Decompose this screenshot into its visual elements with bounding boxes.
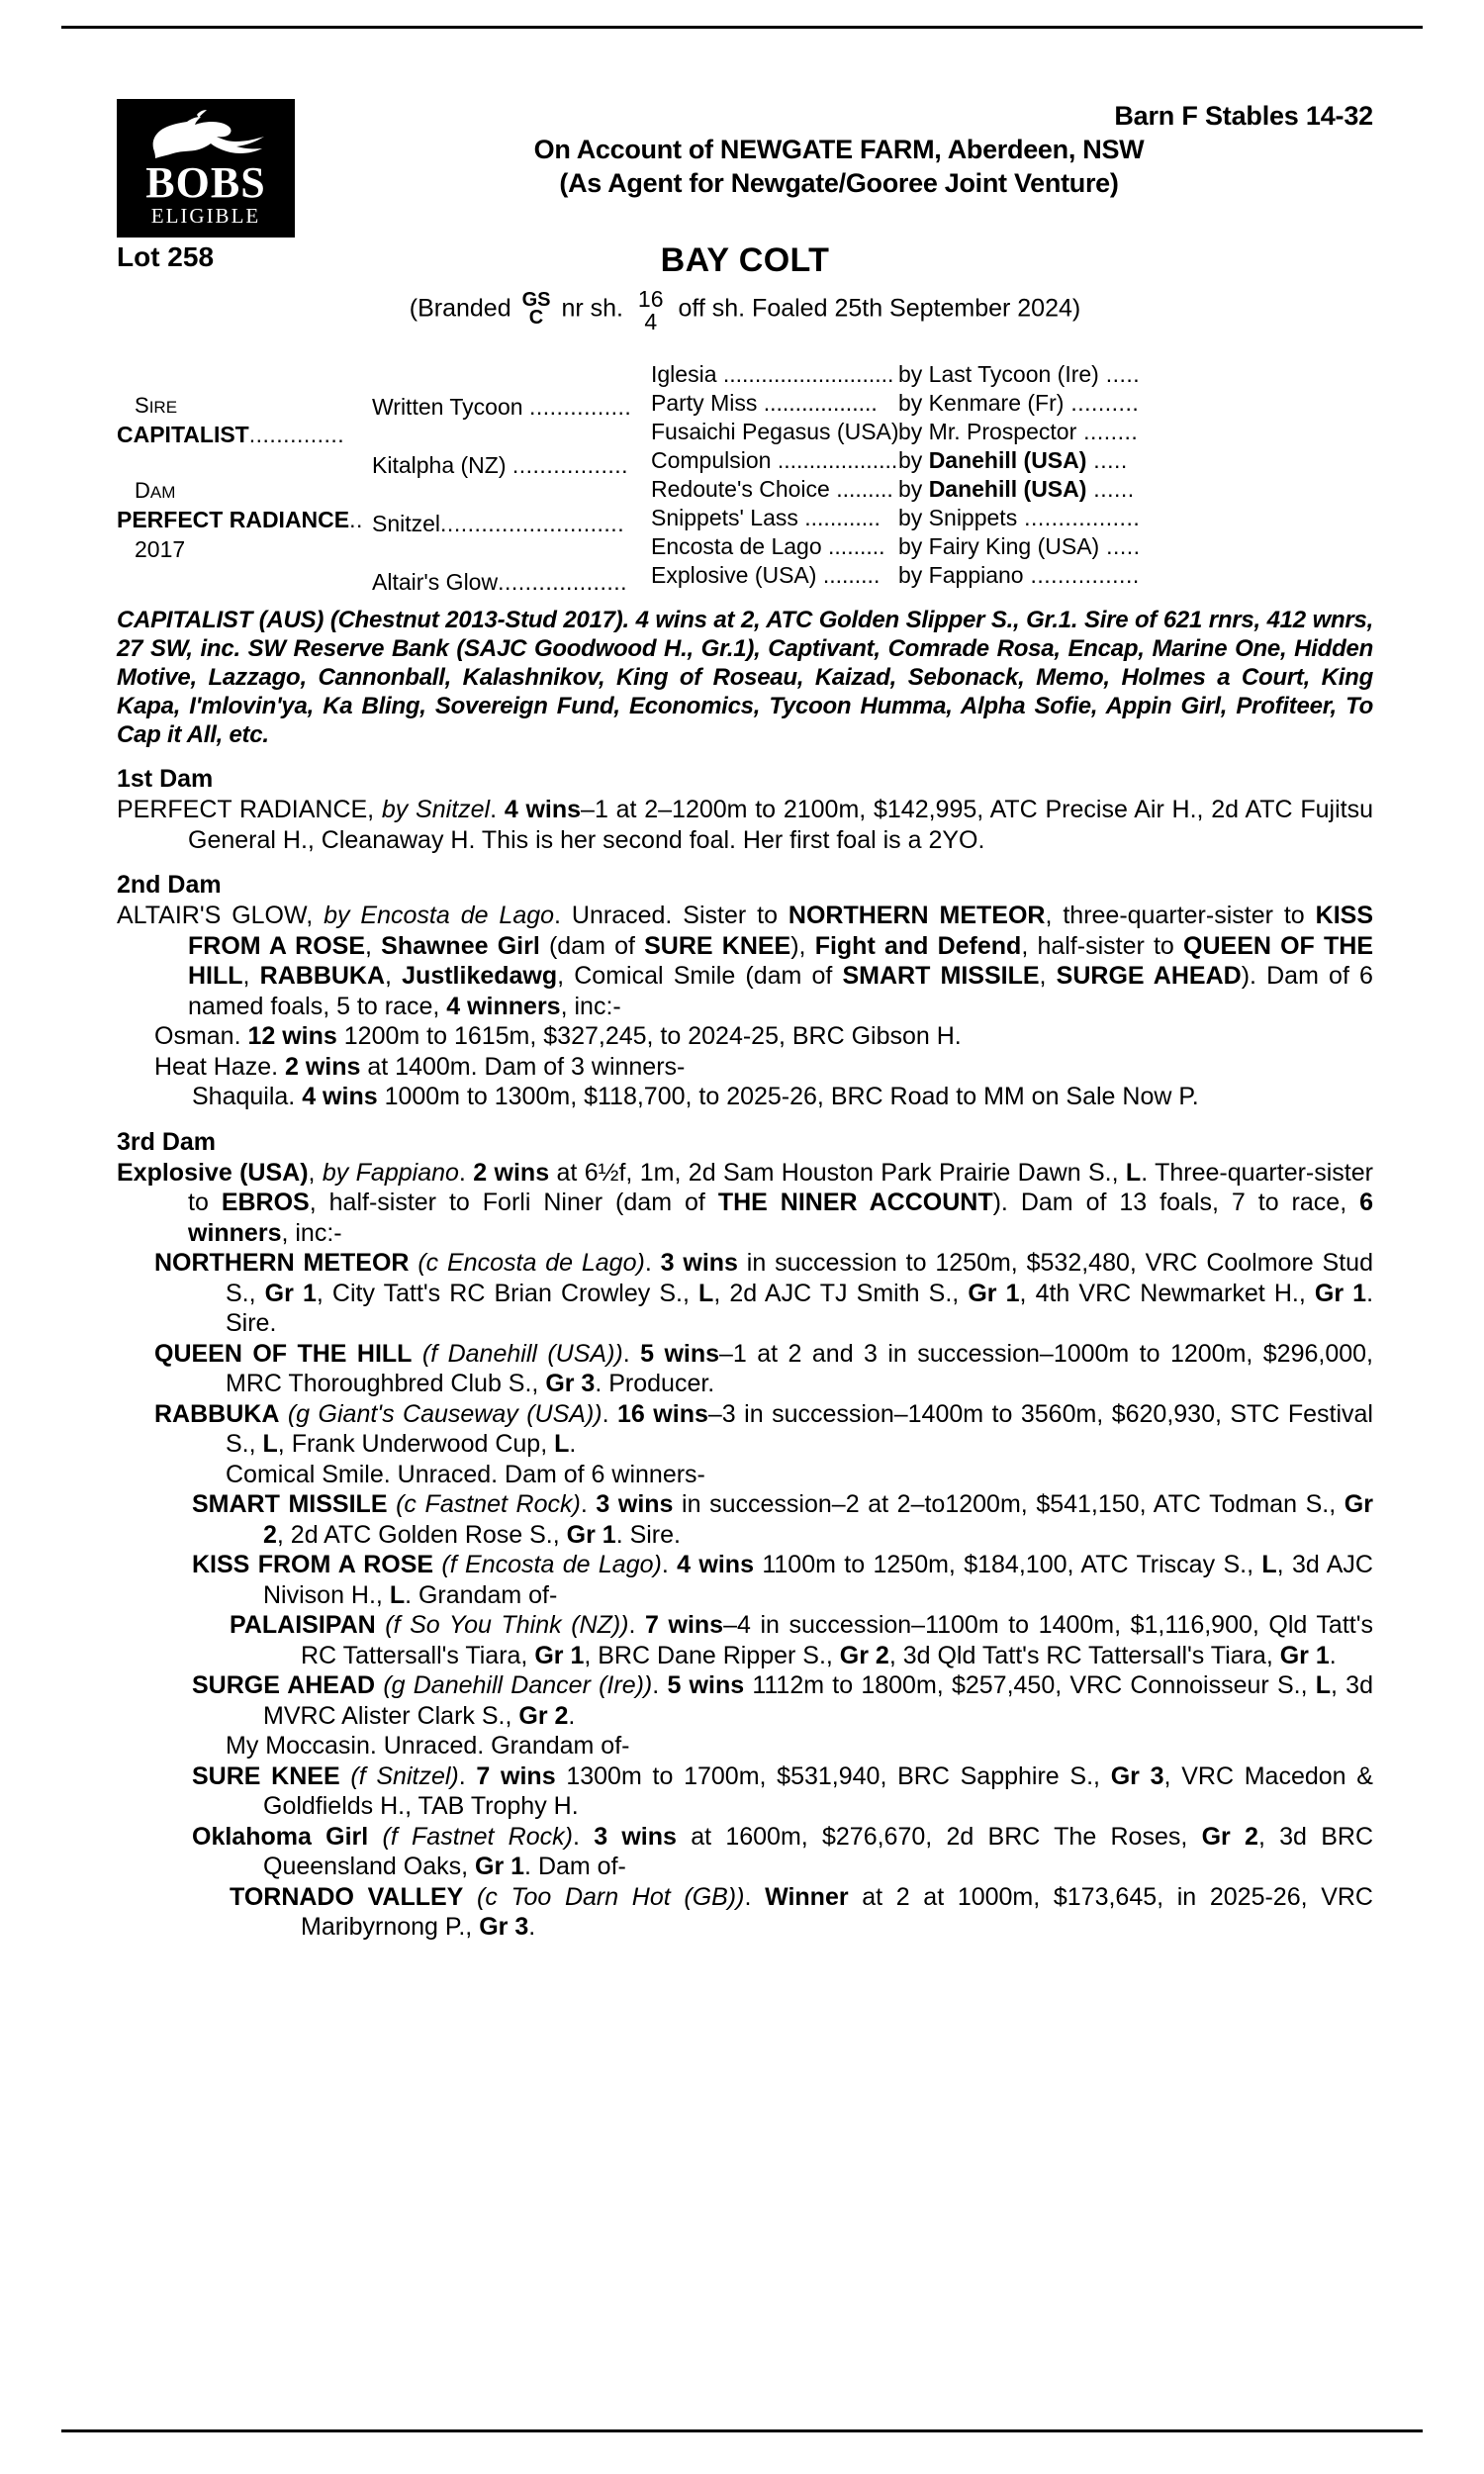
- gen3-sire-1: by Kenmare (Fr) ..........: [898, 390, 1140, 416]
- gen2-dots-3: ...................: [498, 569, 628, 595]
- dam-heading-1: 2nd Dam: [117, 871, 222, 899]
- gen2-row-2: [372, 495, 637, 553]
- near-brand-bottom: C: [528, 307, 544, 329]
- gen3-sire-6: by Fairy King (USA) .....: [898, 533, 1141, 559]
- dam-entry-2-0: Explosive (USA), by Fappiano. 2 wins at 6½f, 1m, 2d Sam Houston Park Prairie Dawn S., L. Three-quarter-sister to EBROS, half-sister to Forli Niner (dam of THE NINER ACCOUNT). Dam of 13 foals, 7 to race, 6 winners, inc:-: [117, 1158, 1374, 1247]
- gen3-sire-dots-0: .....: [1098, 361, 1141, 387]
- gen3-sire-2: by Mr. Prospector ........: [898, 419, 1139, 444]
- dam-entry-2-8: SURGE AHEAD (g Danehill Dancer (Ire)). 5 wins 1112m to 1800m, $257,450, VRC Connoisseur S., L, 3d MVRC Alister Clark S., Gr 2.: [192, 1671, 1373, 1730]
- pedigree-col-parents: [117, 360, 364, 564]
- dam-entry-2-4: Comical Smile. Unraced. Dam of 6 winners-: [226, 1460, 705, 1488]
- gen3-row-2: [651, 418, 1373, 446]
- gen3-sire-dots-5: .................: [1017, 505, 1141, 530]
- pedigree-col-grandparents: [372, 360, 637, 612]
- gen3-name-2: Fusaichi Pegasus (USA): [651, 419, 899, 444]
- dam-entry-2-11: Oklahoma Girl (f Fastnet Rock). 3 wins at 1600m, $276,670, 2d BRC The Roses, Gr 2, 3d BRC Queensland Oaks, Gr 1. Dam of-: [192, 1822, 1374, 1880]
- gen3-sire-4: by Danehill (USA) ......: [898, 476, 1135, 502]
- gen2-row-1: [372, 436, 637, 495]
- dam-heading-0: 1st Dam: [117, 765, 214, 793]
- sire-statistics-paragraph: CAPITALIST (AUS) (Chestnut 2013-Stud 2017). 4 wins at 2, ATC Golden Slipper S., Gr.1. Sire of 621 rnrs, 412 wnrs, 27 SW, inc. SW Reserve Bank (SAJC Goodwood H., Gr.1), Captivant, Comrade Rosa, Encap, Marine One, Hidden Motive, Lazzago, Cannonball, Kalashnikov, King of Roseau, Kaizad, Sebonack, Memo, Holmes a Court, King Kapa, I'mlovin'ya, Ka Bling, Sovereign Fund, Economics, Tycoon Humma, Alpha Sofie, Appin Girl, Profiteer, To Cap it All, etc.: [117, 607, 1373, 748]
- gen3-sire-dots-2: ........: [1076, 419, 1139, 444]
- sire-dots: ..............: [248, 422, 345, 447]
- sire-name-row: [117, 420, 364, 449]
- dam-entry-2-5: SMART MISSILE (c Fastnet Rock). 3 wins in succession–2 at 2–to1200m, $541,150, ATC Todman S., Gr 2, 2d ATC Golden Rose S., Gr 1. Sire.: [192, 1490, 1373, 1549]
- dam-entry-2-10: SURE KNEE (f Snitzel). 7 wins 1300m to 1700m, $531,940, BRC Sapphire S., Gr 3, VRC Macedon & Goldfields H., TAB Trophy H.: [192, 1761, 1373, 1820]
- dam-entry-2-12: TORNADO VALLEY (c Too Darn Hot (GB)). Winner at 2 at 1000m, $173,645, in 2025-26, VRC Maribyrnong P., Gr 3.: [230, 1882, 1373, 1941]
- off-shoulder-brand: [638, 288, 664, 333]
- gen3-sire-7: by Fappiano ................: [898, 562, 1140, 588]
- page-header: [117, 91, 1373, 238]
- dam-label: DAM: [135, 478, 176, 503]
- dam-year: 2017: [135, 536, 186, 562]
- gen2-name-3: Altair's Glow: [372, 569, 499, 595]
- gen3-sire-dots-7: ................: [1023, 562, 1140, 588]
- gen2-dots-0: ...............: [528, 394, 632, 420]
- account-of-label: On Account of NEWGATE FARM, Aberdeen, NSW: [533, 135, 1145, 164]
- gen3-name-0: Iglesia ...........................: [651, 361, 894, 387]
- gen3-sire-dots-4: ......: [1086, 476, 1135, 502]
- gen3-row-4: [651, 475, 1373, 504]
- dam-dots: ..: [349, 507, 363, 532]
- dam-entry-0-0: PERFECT RADIANCE, by Snitzel. 4 wins–1 at 2–1200m to 2100m, $142,995, ATC Precise Air H., 2d ATC Fujitsu General H., Cleanaway H. This is her second foal. Her first foal is a 2YO.: [117, 796, 1373, 854]
- sire-label: SIRE: [135, 393, 178, 418]
- dam-entry-1-2: Heat Haze. 2 wins at 1400m. Dam of 3 winners-: [154, 1052, 686, 1081]
- bobs-eligible-logo: [117, 99, 295, 238]
- dam-sections: [117, 765, 1373, 1943]
- gen3-row-5: [651, 504, 1373, 532]
- gen3-row-0: [651, 360, 1373, 389]
- off-shoulder-label: off sh. Foaled 25th September 2024): [678, 294, 1081, 323]
- page-top-rule: [61, 26, 1423, 29]
- sire-name: CAPITALIST: [117, 422, 249, 447]
- gen3-sire-dots-6: .....: [1099, 533, 1141, 559]
- gen3-sire-3: by Danehill (USA) .....: [898, 447, 1128, 473]
- barn-stables-label: Barn F Stables 14-32: [1114, 101, 1373, 131]
- lot-number: Lot 258: [117, 241, 215, 272]
- gen2-name-0: Written Tycoon: [372, 394, 523, 420]
- dam-entry-1-0: ALTAIR'S GLOW, by Encosta de Lago. Unraced. Sister to NORTHERN METEOR, three-quarter-sister to KISS FROM A ROSE, Shawnee Girl (dam of SURE KNEE), Fight and Defend, half-sister to QUEEN OF THE HILL, RABBUKA, Justlikedawg, Comical Smile (dam of SMART MISSILE, SURGE AHEAD). Dam of 6 named foals, 5 to race, 4 winners, inc:-: [117, 902, 1373, 1020]
- page-content: [117, 91, 1373, 1943]
- gen3-sire-dots-1: ..........: [1064, 390, 1140, 416]
- near-shoulder-label: nr sh.: [561, 294, 623, 323]
- bobs-eligible-label: ELIGIBLE: [150, 204, 261, 228]
- dam-entry-2-1: NORTHERN METEOR (c Encosta de Lago). 3 wins in succession to 1250m, $532,480, VRC Coolmore Stud S., Gr 1, City Tatt's RC Brian Crowley S., L, 2d AJC TJ Smith S., Gr 1, 4th VRC Newmarket H., Gr 1. Sire.: [154, 1249, 1374, 1337]
- gen3-sire-5: by Snippets .................: [898, 505, 1141, 530]
- gen3-row-3: [651, 446, 1373, 475]
- gen2-row-3: [372, 553, 637, 612]
- gen2-dots-1: .................: [511, 452, 629, 478]
- dam-name: PERFECT RADIANCE: [117, 507, 350, 532]
- gen2-row-0: [372, 378, 637, 436]
- gen3-sire-0: by Last Tycoon (Ire) .....: [898, 361, 1141, 387]
- gen3-name-5: Snippets' Lass ............: [651, 505, 881, 530]
- colour-and-sex: BAY COLT: [660, 241, 830, 279]
- dam-entry-1-1: Osman. 12 wins 1200m to 1615m, $327,245, to 2024-25, BRC Gibson H.: [154, 1022, 962, 1050]
- branded-prefix: (Branded: [409, 294, 511, 323]
- agent-label: (As Agent for Newgate/Gooree Joint Venture): [559, 168, 1119, 198]
- horse-head-icon: [141, 109, 270, 160]
- pedigree-table: [117, 360, 1373, 596]
- gen3-name-7: Explosive (USA) .........: [651, 562, 881, 588]
- bobs-wordmark: BOBS: [145, 158, 266, 207]
- dam-label-row: [117, 475, 364, 505]
- gen2-dots-2: ...........................: [440, 511, 625, 536]
- gen3-row-7: [651, 561, 1373, 590]
- dam-name-row: [117, 505, 364, 534]
- dam-entry-2-3: RABBUKA (g Giant's Causeway (USA)). 16 wins–3 in succession–1400m to 3560m, $620,930, STC Festival S., L, Frank Underwood Cup, L.: [154, 1399, 1373, 1458]
- dam-year-row: [117, 534, 364, 564]
- gen2-name-1: Kitalpha (NZ): [372, 452, 507, 478]
- gen3-row-6: [651, 532, 1373, 561]
- near-brand-top: GS: [521, 288, 551, 311]
- page-bottom-rule: [61, 2429, 1423, 2432]
- pedigree-col-greatgrandparents: [651, 360, 1373, 590]
- brand-and-foaling-line: [117, 287, 1373, 346]
- gen3-name-6: Encosta de Lago .........: [651, 533, 885, 559]
- dam-heading-2: 3rd Dam: [117, 1127, 217, 1156]
- dam-entry-2-9: My Moccasin. Unraced. Grandam of-: [226, 1732, 630, 1760]
- off-brand-bottom: 4: [644, 309, 658, 334]
- gen2-name-2: Snitzel: [372, 511, 441, 536]
- near-shoulder-brand: [521, 288, 551, 329]
- gen3-row-1: [651, 389, 1373, 418]
- off-brand-top: 16: [637, 286, 664, 312]
- gen3-name-3: Compulsion ...................: [651, 447, 898, 473]
- gen3-name-4: Redoute's Choice .........: [651, 476, 893, 502]
- dam-entry-2-7: PALAISIPAN (f So You Think (NZ)). 7 wins–4 in succession–1100m to 1400m, $1,116,900, Qld Tatt's RC Tattersall's Tiara, Gr 1, BRC Dane Ripper S., Gr 2, 3d Qld Tatt's RC Tattersall's Tiara, Gr 1.: [230, 1611, 1373, 1669]
- vendor-header: [305, 99, 1373, 200]
- dam-entry-1-3: Shaquila. 4 wins 1000m to 1300m, $118,700, to 2025-26, BRC Road to MM on Sale Now P.: [192, 1083, 1199, 1110]
- gen3-sire-dots-3: .....: [1086, 447, 1128, 473]
- sire-label-row: [117, 390, 364, 420]
- lot-title-row: [117, 241, 1373, 287]
- dam-entry-2-2: QUEEN OF THE HILL (f Danehill (USA)). 5 wins–1 at 2 and 3 in succession–1000m to 1200m, $296,000, MRC Thoroughbred Club S., Gr 3. Producer.: [154, 1339, 1373, 1397]
- gen3-name-1: Party Miss ..................: [651, 390, 878, 416]
- dam-entry-2-6: KISS FROM A ROSE (f Encosta de Lago). 4 wins 1100m to 1250m, $184,100, ATC Triscay S., L, 3d AJC Nivison H., L. Grandam of-: [192, 1551, 1373, 1609]
